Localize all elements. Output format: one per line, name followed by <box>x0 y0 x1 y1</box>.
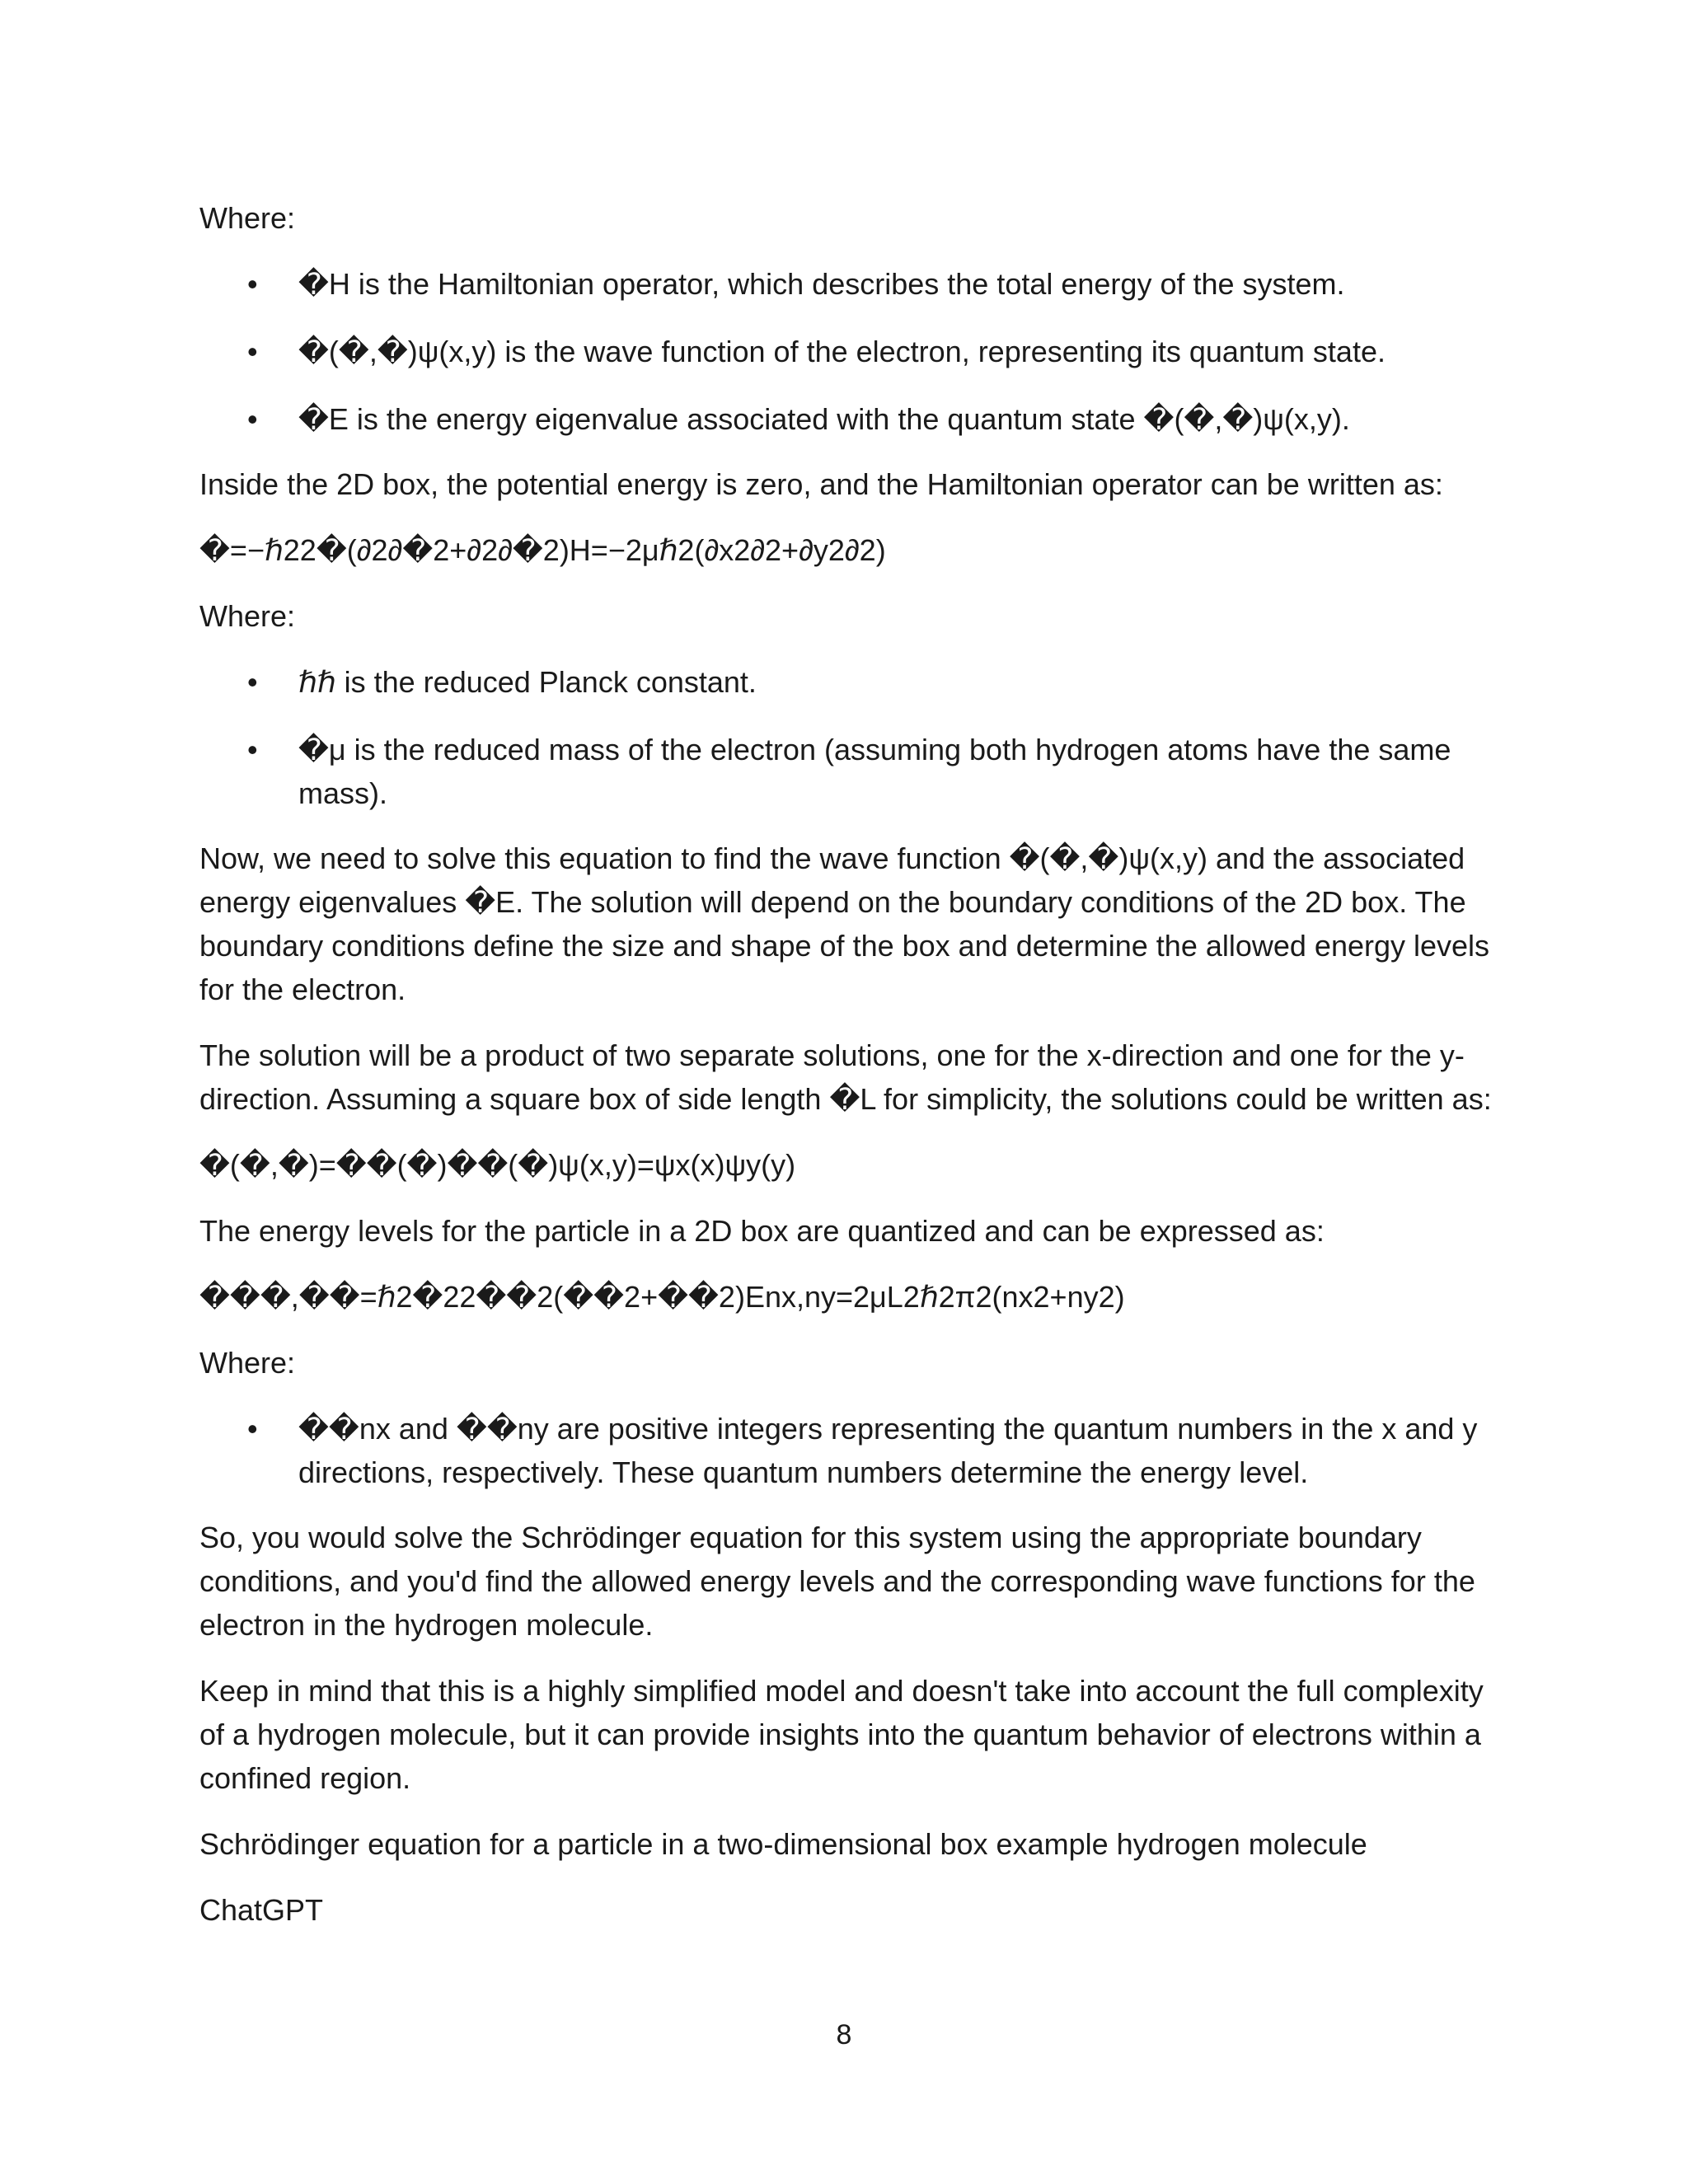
list-item-text: �(�,�)ψ(x,y) is the wave function of the electron, representing its quantum state. <box>298 335 1386 368</box>
bullet-icon: • <box>247 1412 258 1446</box>
list-item-text: ℏℏ is the reduced Planck constant. <box>298 665 757 699</box>
page-number: 8 <box>836 2019 852 2050</box>
body-paragraph: So, you would solve the Schrödinger equation for this system using the appropriate boundary conditions, and you'd find the allowed energy levels and the corresponding wave functions for the electron in the hydrogen molecule. <box>199 1521 1475 1642</box>
list-item-text: �H is the Hamiltonian operator, which describes the total energy of the system. <box>298 267 1345 301</box>
definition-list-3 <box>199 1407 1493 1494</box>
bullet-icon: • <box>247 267 258 301</box>
list-item-text: �μ is the reduced mass of the electron (assuming both hydrogen atoms have the same mass). <box>298 733 1451 810</box>
bullet-icon: • <box>247 402 258 436</box>
chatgpt-label: ChatGPT <box>199 1893 324 1927</box>
list-item <box>199 728 1493 815</box>
prompt-line: Schrödinger equation for a particle in a two-dimensional box example hydrogen molecule <box>199 1827 1367 1861</box>
list-item <box>199 660 1493 704</box>
definition-list-2 <box>199 660 1493 815</box>
definition-list-1 <box>199 262 1493 441</box>
body-paragraph: Inside the 2D box, the potential energy is zero, and the Hamiltonian operator can be written as: <box>199 467 1443 501</box>
body-paragraph: The energy levels for the particle in a 2D box are quantized and can be expressed as: <box>199 1214 1325 1248</box>
list-item-text: ��nx and ��ny are positive integers representing the quantum numbers in the x and y directions, respectively. These quantum numbers determine the energy level. <box>298 1412 1478 1489</box>
bullet-icon: • <box>247 335 258 368</box>
bullet-icon: • <box>247 733 258 766</box>
page-content <box>199 196 1493 1954</box>
equation-wavefunction: �(�,�)=��(�)��(�)ψ(x,y)=ψx(x)ψy(y) <box>199 1148 796 1182</box>
list-item <box>199 397 1493 441</box>
body-paragraph: Keep in mind that this is a highly simplified model and doesn't take into account the full complexity of a hydrogen molecule, but it can provide insights into the quantum behavior of electrons within a confined region. <box>199 1674 1484 1795</box>
where-label: Where: <box>199 201 296 235</box>
body-paragraph: Now, we need to solve this equation to find the wave function �(�,�)ψ(x,y) and the associated energy eigenvalues �E. The solution will depend on the boundary conditions of the 2D box. The boundary conditions define the size and shape of the box and determine the allowed energy levels for the electron. <box>199 841 1490 1006</box>
body-paragraph: The solution will be a product of two separate solutions, one for the x-direction and one for the y-direction. Assuming a square box of side length �L for simplicity, the solutions could be written as: <box>199 1038 1492 1116</box>
where-label: Where: <box>199 599 296 633</box>
equation-hamiltonian: �=−ℏ22�(∂2∂�2+∂2∂�2)H=−2μℏ2(∂x2∂2+∂y2∂2) <box>199 533 886 567</box>
where-label: Where: <box>199 1346 296 1380</box>
bullet-icon: • <box>247 665 258 699</box>
list-item <box>199 330 1493 373</box>
list-item <box>199 262 1493 306</box>
equation-energy: ���,��=ℏ2�22��2(��2+��2)Enx,ny=2μL2ℏ2π2(nx2+ny2) <box>199 1280 1125 1314</box>
list-item-text: �E is the energy eigenvalue associated with the quantum state �(�,�)ψ(x,y). <box>298 402 1350 436</box>
list-item <box>199 1407 1493 1494</box>
